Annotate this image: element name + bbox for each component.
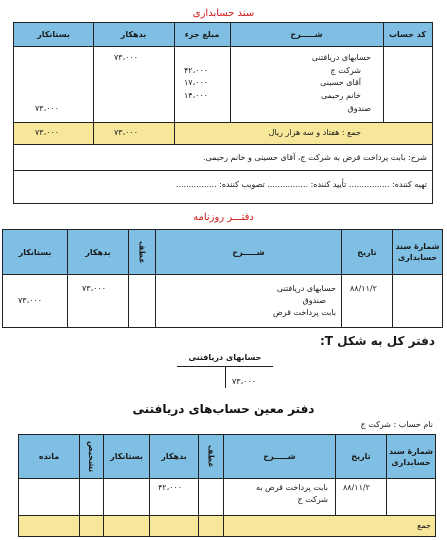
journal-header-code: شمارۀ سند حسابداری [393, 230, 442, 274]
voucher-total-row [14, 123, 432, 144]
voucher-line-2: شرکت ج [330, 66, 361, 75]
voucher-header-description: شـــــرح [230, 23, 383, 46]
subsidiary-header-ref-label: عطف [206, 445, 216, 468]
subsidiary-row-date: ۸۸/۱۱/۲ [343, 483, 370, 492]
subsidiary-header-diagnosis-label: تشخیص [87, 440, 96, 473]
voucher-total-credit: ۷۳،۰۰۰ [35, 128, 60, 137]
voucher-line-5: صندوق [347, 104, 371, 113]
subsidiary-header-code: شمارۀ سند حسابداری [387, 435, 435, 478]
voucher-line-4: خانم رحیمی [321, 91, 361, 100]
subsidiary-title: دفتر معین حساب‌های دریافتنی [132, 402, 315, 416]
t-account-title: دفتر کل به شکل T: [319, 334, 435, 348]
voucher-signatures: تهیه کننده: ................ تأیید کننده: ................ تصویب کننده: ................ [175, 180, 427, 189]
journal-header-credit: بستانکار [3, 230, 67, 274]
journal-title: دفتـــر روزنامه [193, 212, 254, 223]
voucher-header-account-code: کد حساب [383, 23, 432, 46]
journal-row-date: ۸۸/۱۱/۲ [350, 284, 377, 293]
voucher-header-debit: بدهکار [93, 23, 174, 46]
subsidiary-header-debit: بدهکار [150, 435, 198, 478]
subsidiary-total-row [19, 516, 435, 536]
journal-header-description: شـــــرح [156, 230, 341, 274]
voucher-partial-2: ۱۷،۰۰۰ [184, 78, 209, 87]
journal-row-credit: ۷۳،۰۰۰ [18, 296, 43, 305]
voucher-narration: شرح: بابت پرداخت قرض به شرکت ج، آقای حسینی و خانم رحیمی. [202, 153, 427, 162]
t-account-debit: ۷۳،۰۰۰ [232, 377, 257, 386]
voucher-header-partial: مبلغ جزء [174, 23, 230, 46]
subsidiary-header-ref [199, 435, 223, 478]
voucher-header-credit: بستانکار [14, 23, 93, 46]
journal-row-line-3: بابت پرداخت قرض [273, 308, 336, 317]
subsidiary-header-date: تاریخ [336, 435, 386, 478]
journal-row-line-1: حسابهای دریافتنی [276, 284, 336, 293]
voucher-credit-value: ۷۳،۰۰۰ [35, 104, 60, 113]
journal-row-debit: ۷۳،۰۰۰ [82, 284, 107, 293]
journal-header-ref-label: عطف [137, 240, 147, 264]
voucher-partial-1: ۴۲،۰۰۰ [184, 66, 209, 75]
subsidiary-header-diagnosis [80, 435, 103, 478]
voucher-total-label: جمع : هفتاد و سه هزار ریال [268, 128, 361, 137]
t-account-vertical [225, 366, 226, 388]
subsidiary-total-label: جمع [417, 521, 431, 530]
subsidiary-header-credit: بستانکار [104, 435, 149, 478]
voucher-debit-value: ۷۳،۰۰۰ [114, 53, 139, 62]
subsidiary-row-desc-1: بابت پرداخت قرض به [255, 483, 328, 492]
voucher-line-1: حسابهای دریافتنی [311, 53, 371, 62]
voucher-partial-3: ۱۴،۰۰۰ [184, 91, 209, 100]
subsidiary-row-debit: ۴۲،۰۰۰ [158, 483, 183, 492]
journal-header-debit: بدهکار [68, 230, 128, 274]
journal-header-date: تاریخ [342, 230, 392, 274]
voucher-total-debit: ۷۳،۰۰۰ [114, 128, 139, 137]
voucher-title: سند حسابداری [192, 8, 255, 19]
journal-header-ref [129, 230, 155, 274]
journal-row-line-2: صندوق [302, 296, 326, 305]
voucher-table [13, 22, 433, 204]
subsidiary-header-balance: مانده [19, 435, 79, 478]
t-account-name: حسابهای دریافتنی [188, 353, 262, 362]
subsidiary-header-description: شـــــرح [224, 435, 335, 478]
voucher-line-3: آقای حسینی [320, 78, 361, 87]
subsidiary-account-name: نام حساب : شرکت ج [360, 420, 433, 429]
subsidiary-row-desc-2: شرکت ج [297, 495, 328, 504]
